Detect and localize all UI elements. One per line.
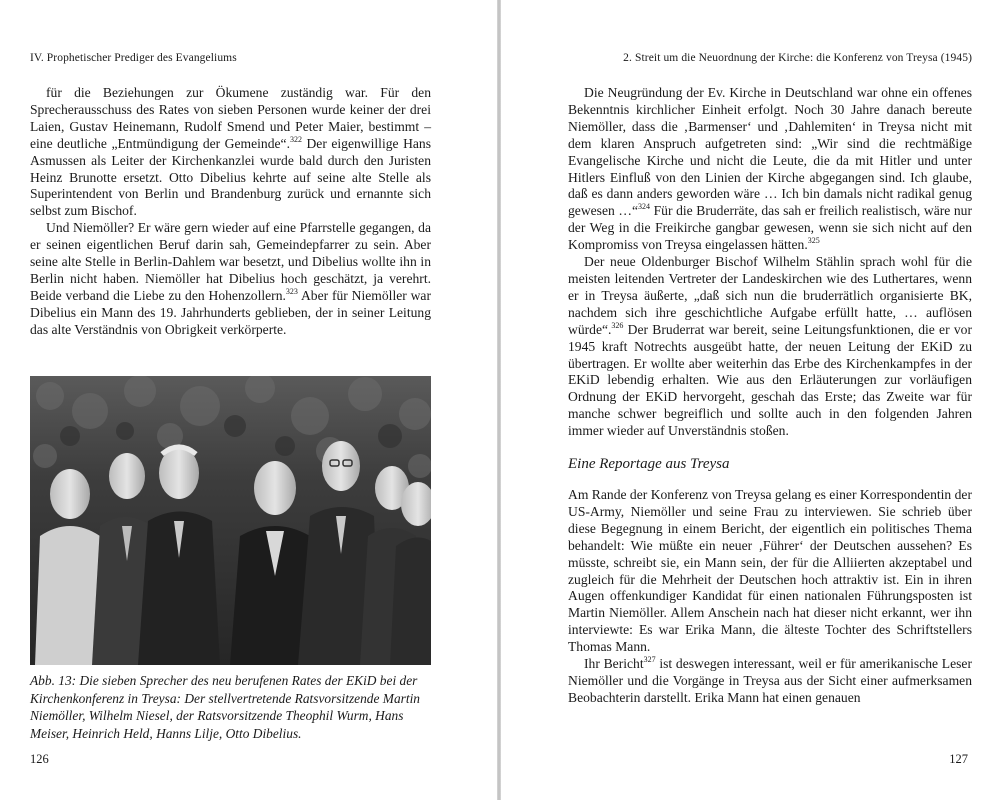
section-heading: Eine Reportage aus Treysa [568,456,730,473]
footnote-ref: 326 [611,320,624,330]
paragraph: für die Beziehungen zur Ökumene zuständig war. Für den Sprecherausschuss des Rates von sieben Personen wurde keiner der drei Laien, Gustav Heinemann, Rudolf Smend und Peter Maier, bestimmt – eine deutliche „Entmündigung der Gemeinde“.$^{322}$ Der eigenwillige Hans Asmussen als Leiter der Kirchenkanzlei wurde bald durch den Juristen Heinz Brunotte ersetzt. Otto Dibelius kehrte auf seine alte Stelle als Superintendent von Berlin und Brandenburg zurück und ernannte sich selbst zum Bischof. [30,85,432,219]
book-gutter [497,0,501,800]
footnote-ref: 322 [289,134,302,144]
paragraph: Die Neugründung der Ev. Kirche in Deutschland war ohne ein offenes Bekenntnis kirchlicher Einheit erfolgt. Noch 30 Jahre danach bereute Niemöller, dass die ‚Barmenser‘ und ‚Dahlemiten‘ in Treysa nicht mit dem klaren Anspruch aufgetreten sind: „Wir sind die rechtmäßige Evangelische Kirche und nicht die Leute, die da mit Hitler und unter Hitlers Einfluß von den Linien der Kirche abgegangen sind. Ich glaube, daß es dann anders geworden wäre … Ich bin damals nicht radikal genug gewesen …“$^{324}$ Für die Bruderräte, das sah er freilich realistisch, wäre nur der Weg in die Freikirche gangbar gewesen, wenn sie sich nicht auf den Kompromiss von Treysa eingelassen hätten.$^{325}$ [568,85,973,253]
footnote-ref: 327 [643,655,656,665]
paragraph: Der neue Oldenburger Bischof Wilhelm Stählin sprach wohl für die meisten leitenden Vertreter der Landeskirchen wie des Luthertares, wenn er in Treysa äußerte, „daß sich nun die bruderrätlich organisierte BK, nachdem sich ihre geschichtliche Aufgabe erfüllt hatte, … auflösen würde“.$^{326}$ Der Bruderrat war bereit, seine Leitungsfunktionen, die er vor 1945 kraft Notrechts ausgeübt hatte, der neuen Leitung der EKiD zu übertragen. Er wollte aber weiterhin das Erbe des Kirchenkampfes in der EKiD lebendig erhalten. Wie aus den Erläuterungen zur vorläufigen Ordnung der EKiD hervorgeht, geschah das Erste; das Zweite war für manche schwer begreiflich und sollte auch in den folgenden Jahren immer wieder auf Unverständnis stoßen. [568,254,972,439]
paragraph: Und Niemöller? Er wäre gern wieder auf eine Pfarrstelle gegangen, da er seinen eigentlichen Beruf darin sah, Gemeindepfarrer zu sein. Aber seine alte Stelle in Berlin-Dahlem war besetzt, und Dibelius wollte ihn in Berlin nicht haben. Niemöller hat Dibelius hoch geschätzt, ja verehrt. Beide verband die Liebe zu den Hohenzollern.$^{323}$ Aber für Niemöller war Dibelius ein Mann des 19. Jahrhunderts geblieben, der in seiner Leitung das alte Verständnis von Obrigkeit verkörperte. [30,220,431,337]
paragraph: Ihr Bericht$^{327}$ ist deswegen interessant, weil er für amerikanische Leser Niemöller und die Vorgänge in Treysa aus der Sicht einer aufmerksamen Beobachterin darstellt. Erika Mann hat einen genauen [568,655,972,705]
right-body-text [568,85,972,707]
running-head-right: 2. Streit um die Neuordnung der Kirche: die Konferenz von Treysa (1945) [623,52,972,64]
paragraph: Am Rande der Konferenz von Treysa gelang es einer Korrespondentin der US-Army, Niemöller und seine Frau zu interviewen. Sie schrieb über diese Begegnung in einem Bericht, der eigentlich ein politisches Thema behandelt: Wie müßte ein neuer ‚Führer‘ der Deutschen aussehen? Es müsste, schreibt sie, ein Mann sein, der für die Alliierten akzeptabel und zugleich für die Mehrheit der Deutschen hoch attraktiv ist. Ein in ihren Augen offenkundiger Kandidat für einen nationalen Führungsposten ist Martin Niemöller. Allem Anschein nach hat dieser nicht erkannt, wer ihn interviewte: Es war Erika Mann, die älteste Tochter des Schriftstellers Thomas Mann. [568,487,972,655]
left-body-text [30,85,431,339]
page-number-right: 127 [949,752,968,766]
figure-caption: Abb. 13: Die sieben Sprecher des neu berufenen Rates der EKiD bei der Kirchenkonferenz in Treysa: Der stellvertretende Ratsvorsitzende Martin Niemöller, Wilhelm Niesel, der Ratsvorsitzende Theophil Wurm, Hans Meiser, Heinrich Held, Hanns Lilje, Otto Dibelius. [30,673,420,741]
footnote-ref: 323 [285,286,298,296]
footnote-ref: 324 [638,202,651,212]
group-photo-illustration [30,376,431,665]
right-page [502,0,1000,800]
group-photo [30,376,431,665]
left-page [0,0,498,800]
running-head-left: IV. Prophetischer Prediger des Evangeliums [30,52,237,64]
footnote-ref: 325 [807,236,820,246]
page-number-left: 126 [30,752,49,766]
